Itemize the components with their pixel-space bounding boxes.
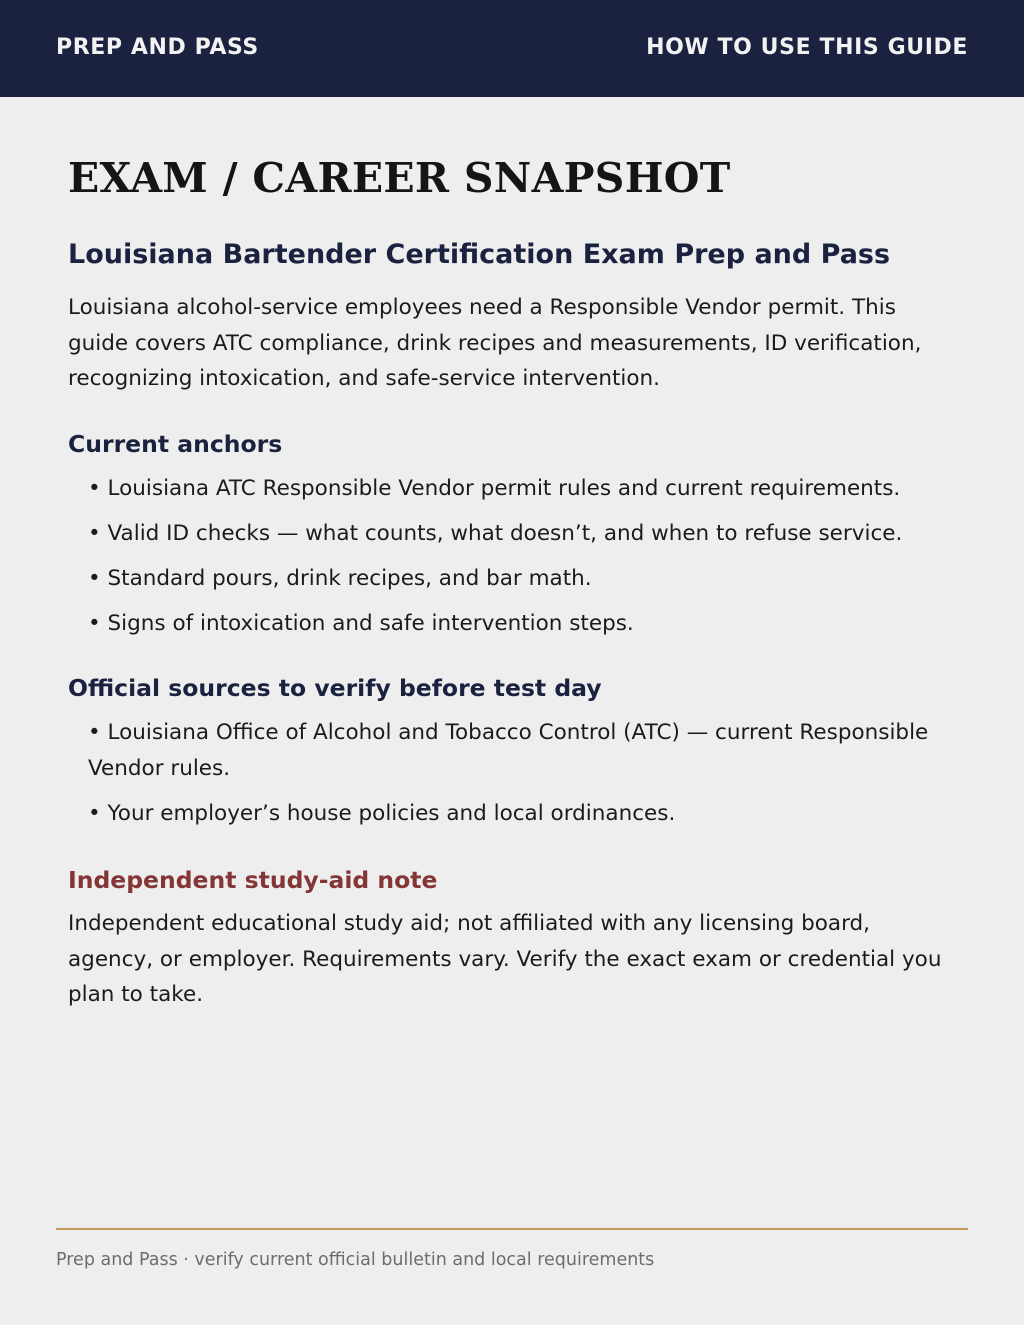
list-item: • Signs of intoxication and safe intervention steps.: [88, 610, 634, 636]
brand-link[interactable]: PREP AND PASS: [56, 35, 259, 60]
sources-list: [68, 715, 958, 831]
study-aid-note-heading: Independent study-aid note: [68, 866, 438, 894]
top-header-bar: [0, 0, 1024, 97]
anchors-list: [68, 471, 958, 642]
sources-heading: Official sources to verify before test day: [68, 674, 602, 702]
study-aid-note-text: Independent educational study aid; not affiliated with any licensing board, agency, or employer. Requirements vary. Verify the exact exam or credential you plan to take.: [68, 911, 942, 1007]
list-item: • Louisiana ATC Responsible Vendor permit rules and current requirements.: [88, 475, 901, 501]
main-content: [68, 150, 958, 1013]
list-item: • Valid ID checks — what counts, what doesn’t, and when to refuse service.: [88, 520, 903, 546]
how-to-use-guide-link[interactable]: HOW TO USE THIS GUIDE: [646, 35, 968, 60]
footer-text: Prep and Pass · verify current official bulletin and local requirements: [56, 1250, 655, 1270]
list-item: • Louisiana Office of Alcohol and Tobacco Control (ATC) — current Responsible Vendor rules.: [88, 720, 929, 781]
page-title: EXAM / CAREER SNAPSHOT: [68, 154, 731, 202]
anchors-heading: Current anchors: [68, 429, 283, 458]
list-item: • Your employer’s house policies and local ordinances.: [88, 800, 676, 826]
footer-divider: [56, 1228, 968, 1230]
page-subtitle: Louisiana Bartender Certification Exam Prep and Pass: [68, 239, 891, 270]
intro-paragraph: Louisiana alcohol-service employees need a Responsible Vendor permit. This guide covers ATC compliance, drink recipes and measurements, ID verification, recognizing intoxication, and safe-service intervention.: [68, 295, 922, 391]
list-item: • Standard pours, drink recipes, and bar math.: [88, 565, 592, 591]
